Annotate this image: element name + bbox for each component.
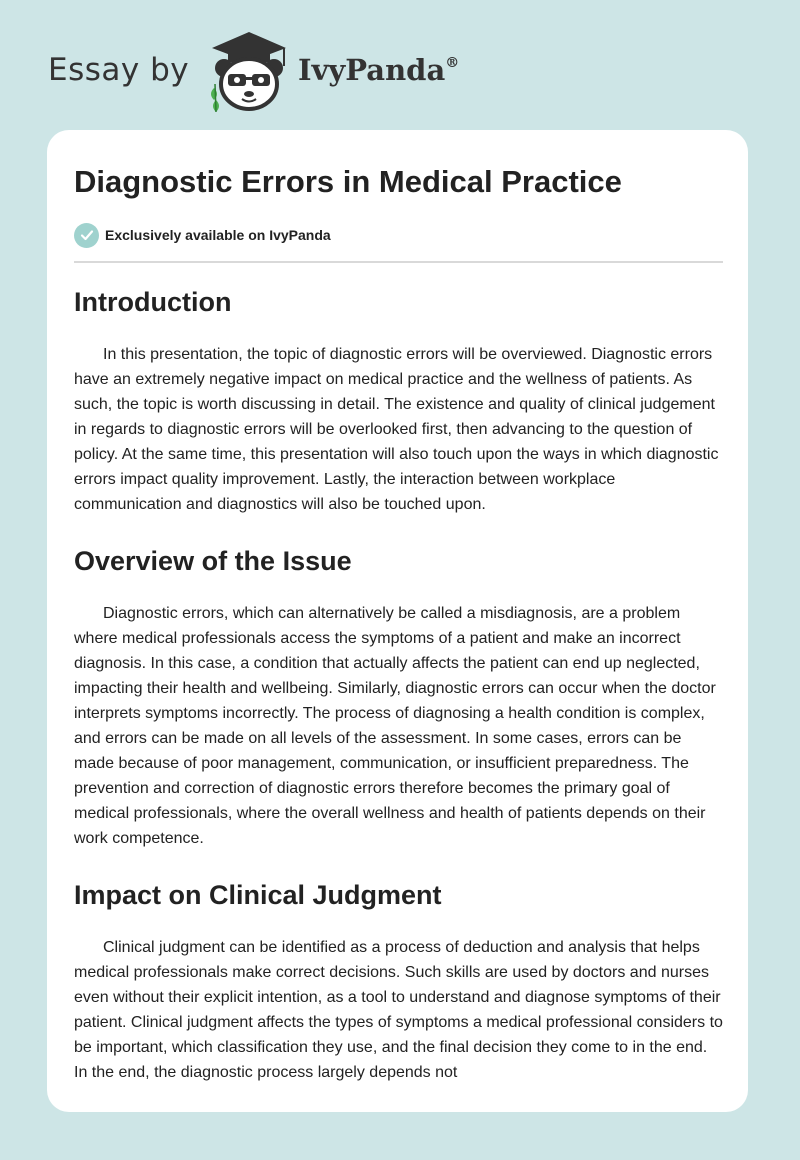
section-heading: Introduction — [74, 287, 232, 317]
essay-by-label: Essay by — [48, 52, 190, 88]
section-paragraph: Clinical judgment can be identified as a process of deduction and analysis that helps medical professionals make correct decisions. Such skills are used by doctors and nurses even without their explicit intention, as a tool to understand and diagnose symptoms of their patient. Clinical judgment affects the types of symptoms a medical professional considers to be important, which classification they use, and the final decision they come to in the end. In the end, the diagnostic process largely depends not — [74, 939, 723, 1081]
section-heading: Overview of the Issue — [74, 546, 352, 576]
exclusive-label: Exclusively available on IvyPanda — [105, 227, 331, 243]
section-introduction — [74, 276, 724, 517]
section-clinical-judgment — [74, 869, 724, 1085]
section-heading: Impact on Clinical Judgment — [74, 880, 442, 910]
section-paragraph: Diagnostic errors, which can alternatively be called a misdiagnosis, are a problem where medical professionals access the symptoms of a patient and make an incorrect diagnosis. In this case, a condition that actually affects the patient can end up neglected, impacting their health and wellbeing. Similarly, diagnostic errors can occur when the doctor interprets symptoms incorrectly. The process of diagnosing a health condition is complex, and errors can be made on all levels of the assessment. In some cases, errors can be made because of poor management, communication, or insufficient preparedness. The prevention and correction of diagnostic errors therefore becomes the primary goal of medical professionals, where the overall wellness and health of patients depends on their work competence. — [74, 605, 716, 847]
essay-title: Diagnostic Errors in Medical Practice — [74, 164, 622, 199]
check-icon — [74, 223, 99, 248]
registered-mark: ® — [445, 55, 460, 71]
exclusive-badge — [74, 222, 331, 248]
ivypanda-logo-icon[interactable] — [206, 28, 292, 112]
brand-name[interactable]: IvyPanda® — [298, 53, 460, 87]
essay-card — [47, 130, 748, 1112]
section-paragraph: In this presentation, the topic of diagnostic errors will be overviewed. Diagnostic errors have an extremely negative impact on medical practice and the wellness of patients. As such, the topic is worth discussing in detail. The existence and quality of clinical judgement in regards to diagnostic errors will be overlooked first, then advancing to the question of policy. At the same time, this presentation will also touch upon the ways in which diagnostic errors impact quality improvement. Lastly, the interaction between workplace communication and diagnostics will also be touched upon. — [74, 346, 719, 513]
site-header — [48, 28, 748, 118]
essay-sections — [74, 276, 724, 1103]
divider — [74, 261, 723, 263]
section-overview — [74, 535, 724, 851]
